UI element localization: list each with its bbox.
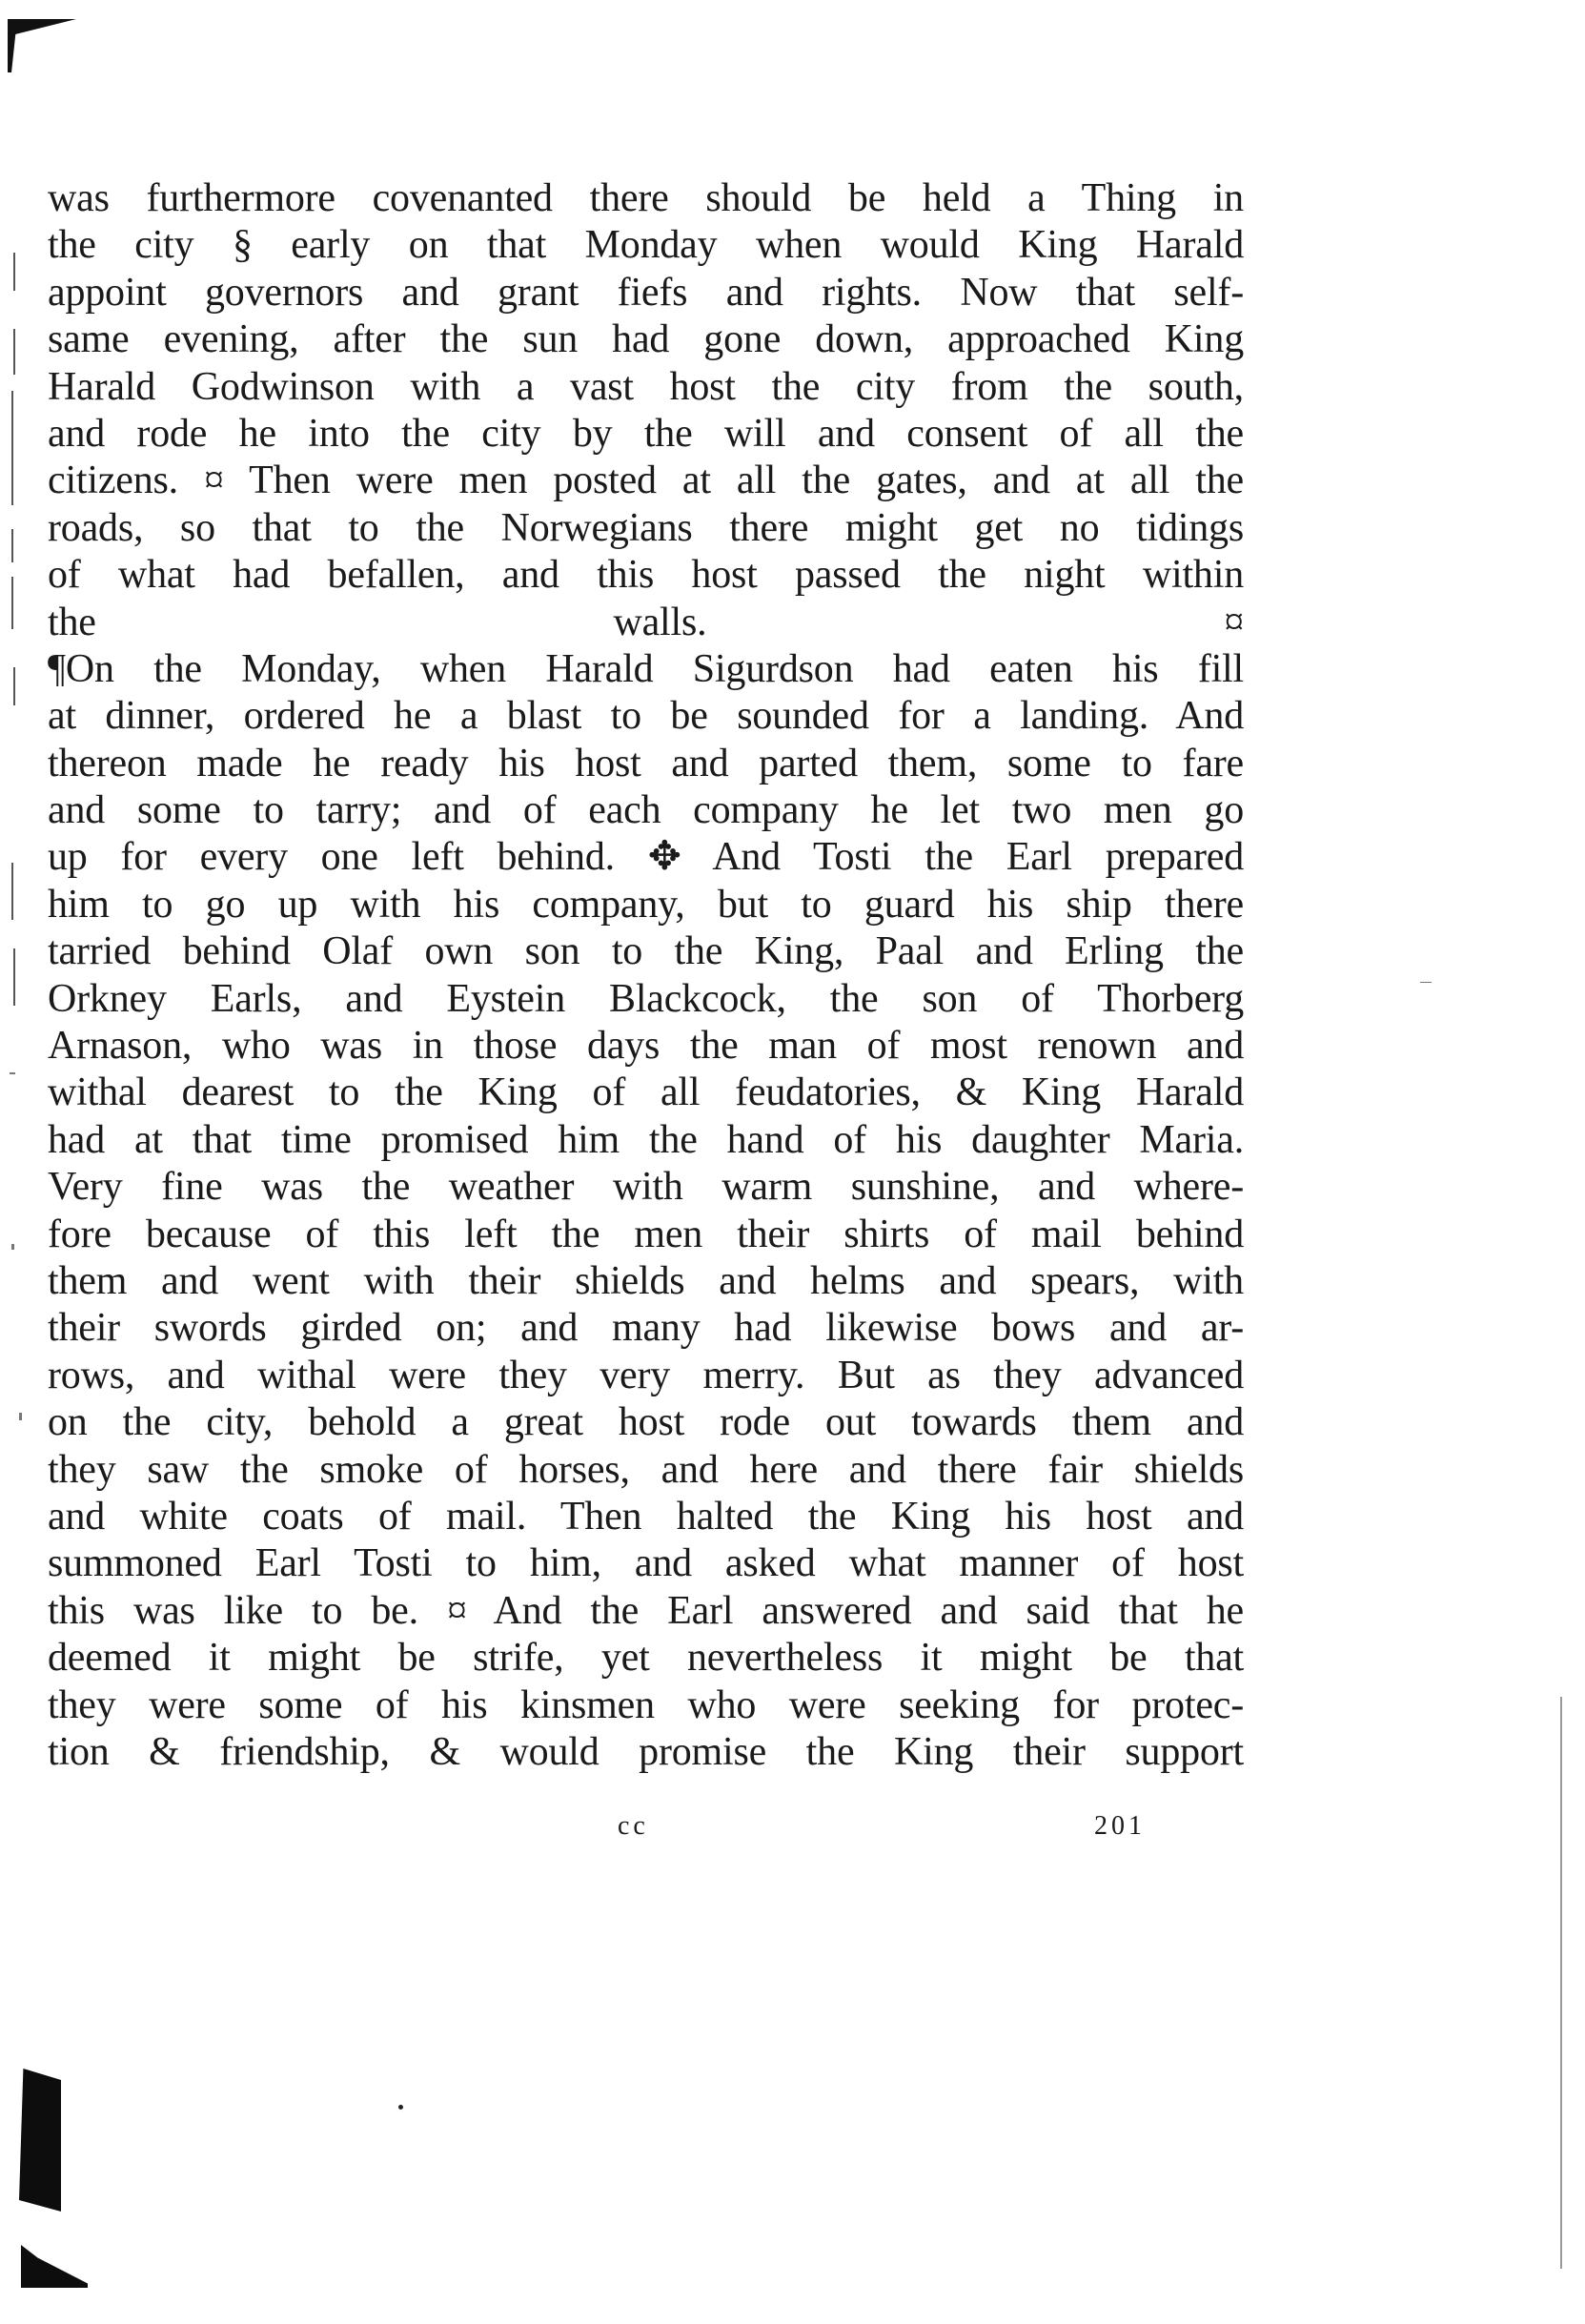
text-line (48, 600, 1244, 646)
text-line: ¶On the Monday, when Harald Sigurdson had eaten his fill (48, 646, 1244, 691)
text-line: Very fine was the weather with warm sunshine, and where- (48, 1165, 1244, 1210)
text-line: citizens. ¤ Then were men posted at all the gates, and at all the (48, 459, 1244, 503)
text-line: on the city, behold a great host rode out towards them and (48, 1400, 1244, 1445)
margin-rule (13, 948, 15, 1006)
binding-shadow-tail (21, 2245, 88, 2288)
stray-mark (19, 1413, 22, 1420)
text-line: had at that time promised him the hand of his daughter Maria. (48, 1117, 1244, 1162)
page-edge-line (1560, 1697, 1562, 2269)
margin-rule (13, 667, 15, 705)
margin-rule (13, 329, 15, 375)
stray-mark (1420, 982, 1432, 983)
text-line: tarried behind Olaf own son to the King, Paal and Erling the (48, 929, 1244, 974)
text-line: they were some of his kinsmen who were seeking for protec- (48, 1682, 1244, 1727)
page-footer (0, 1811, 1585, 1849)
stray-mark (11, 1244, 14, 1250)
margin-rule (11, 391, 13, 505)
text-line: Arnason, who was in those days the man of most renown and (48, 1024, 1244, 1069)
paragraph-end-ornament: ¤ (1224, 600, 1244, 644)
signature-mark: cc (618, 1811, 649, 1841)
text-line: and some to tarry; and of each company he let two men go (48, 788, 1244, 833)
text-line: withal dearest to the King of all feudatories, & King Harald (48, 1070, 1244, 1115)
margin-rule (11, 529, 13, 562)
ink-speck (398, 2105, 403, 2110)
text-line: they saw the smoke of horses, and here and there fair shields (48, 1447, 1244, 1492)
binding-shadow (19, 2069, 61, 2212)
text-line: this was like to be. ¤ And the Earl answered and said that he (48, 1588, 1244, 1633)
text-line: deemed it might be strife, yet nevertheless it might be that (48, 1636, 1244, 1681)
text-line: and white coats of mail. Then halted the King his host and (48, 1494, 1244, 1539)
text-line: roads, so that to the Norwegians there might get no tidings (48, 505, 1244, 550)
page-number: 201 (1094, 1811, 1146, 1841)
text-line: up for every one left behind. ✥ And Tosti the Earl prepared (48, 835, 1244, 880)
text-line: fore because of this left the men their shirts of mail behind (48, 1212, 1244, 1256)
body-text (48, 175, 1244, 1776)
text-line: of what had befallen, and this host passed the night within (48, 553, 1244, 598)
corner-bracket-stem (8, 19, 17, 72)
margin-rule (13, 253, 15, 291)
margin-rule (11, 863, 13, 920)
text-line: thereon made he ready his host and parted them, some to fare (48, 741, 1244, 785)
text-line: tion & friendship, & would promise the King their support (48, 1729, 1244, 1774)
text-line: same evening, after the sun had gone down, approached King (48, 317, 1244, 362)
text-line: was furthermore covenanted there should be held a Thing in (48, 176, 1244, 220)
corner-bracket-mark (8, 19, 76, 36)
text-line: Orkney Earls, and Eystein Blackcock, the son of Thorberg (48, 976, 1244, 1021)
text-line: Harald Godwinson with a vast host the city from the south, (48, 364, 1244, 409)
stray-mark (10, 1072, 15, 1074)
text-line: and rode he into the city by the will and consent of all the (48, 411, 1244, 456)
text-line: their swords girded on; and many had likewise bows and ar- (48, 1306, 1244, 1351)
text-line: them and went with their shields and helms and spears, with (48, 1258, 1244, 1303)
margin-rule (11, 577, 13, 629)
text-line: him to go up with his company, but to guard his ship there (48, 882, 1244, 927)
text-line: summoned Earl Tosti to him, and asked what manner of host (48, 1541, 1244, 1586)
paragraph-end-text: the walls. (48, 600, 707, 644)
text-line: the city § early on that Monday when would King Harald (48, 223, 1244, 268)
text-line: at dinner, ordered he a blast to be sounded for a landing. And (48, 694, 1244, 739)
text-line: rows, and withal were they very merry. But as they advanced (48, 1353, 1244, 1397)
text-line: appoint governors and grant fiefs and rights. Now that self- (48, 270, 1244, 315)
